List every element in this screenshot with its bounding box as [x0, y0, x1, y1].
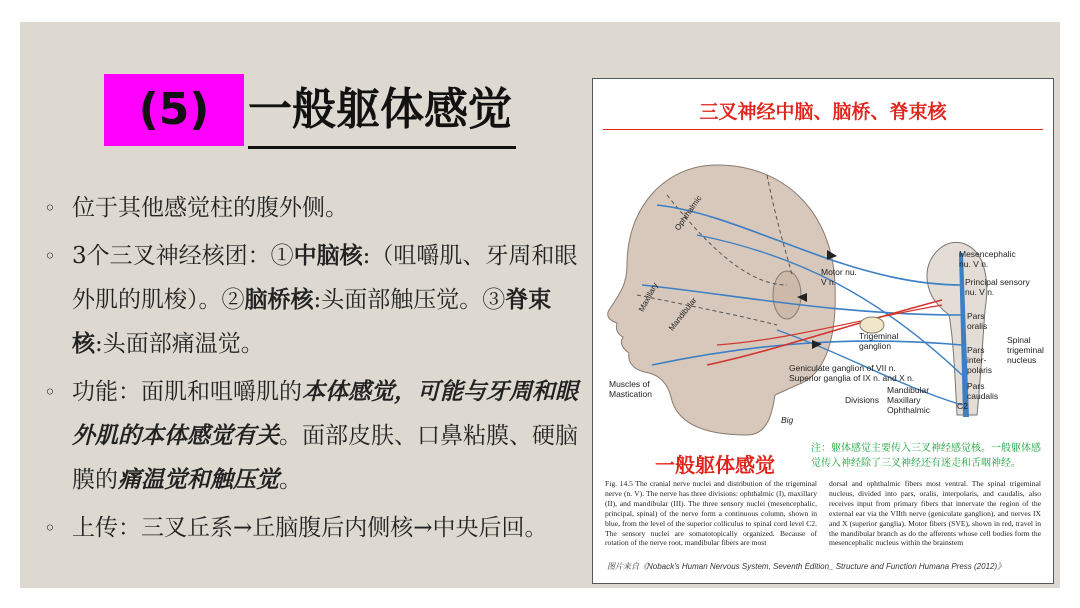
emphasis-proprioception: 本体感觉，可能与牙周和眼外肌的本体感觉有关 [72, 378, 578, 449]
bullet-marker: ◦ [44, 196, 56, 220]
bullet-marker: ◦ [44, 244, 56, 268]
red-overlay-label: 一般躯体感觉 [655, 453, 775, 477]
bullet-text: 上传：三叉丘系→丘脑腹后内侧核→中央后回。 [72, 515, 548, 541]
bullet-text: 。面部皮肤、口鼻粘膜、硬脑膜的 [72, 423, 578, 493]
bullet-text: 功能：面肌和咀嚼肌的 [72, 379, 302, 405]
label-spinal-trigeminal: Spinal trigeminal nucleus [1007, 335, 1044, 365]
figure-source: 图片来自《Noback's Human Nervous System, Seventh Edition_ Structure and Function Humana Press (2012)》 [607, 562, 1006, 571]
label-superior-ganglia: Superior ganglia of IX n. and X n. [789, 373, 915, 383]
ear-shape [773, 271, 801, 319]
bullet-text: :（咀嚼肌、牙周和眼外肌的肌梭）。② [72, 243, 578, 313]
bullet-location [38, 186, 578, 230]
figure-title: 三叉神经中脑、脑桥、脊束核 [699, 101, 947, 123]
label-pars-oralis: Pars oralis [967, 311, 988, 331]
emphasis-pain-touch: 痛温觉和触压觉 [118, 466, 279, 493]
bullet-marker: ◦ [44, 516, 56, 540]
label-geniculate: Geniculate ganglion of VII n. [789, 363, 896, 373]
bullet-function [38, 370, 578, 502]
label-trigeminal-ganglion: Trigeminal ganglion [859, 331, 899, 351]
nucleus-spinal: 脊束核 [72, 286, 552, 357]
bullet-list [38, 186, 578, 554]
label-mesencephalic: Mesencephalic nu. V n. [959, 249, 1016, 269]
green-note: 注：躯体感觉主要传入三叉神经感觉核。一般躯体感觉传入神经除了三叉神经还有迷走和舌咽神经。 [811, 443, 1041, 469]
label-div-ophthalmic: Ophthalmic [887, 405, 930, 415]
bullet-text: 。 [279, 467, 302, 493]
slide [20, 22, 1060, 588]
bullet-nuclei [38, 234, 578, 366]
nucleus-midbrain: 中脑核 [293, 242, 363, 269]
bullet-text: :头面部触压觉。③ [313, 287, 506, 313]
bullet-text: 3个三叉神经核团：① [72, 243, 294, 269]
caption-column-1: Fig. 14.5 The cranial nerve nuclei and distribution of the trigeminal nerve (n. V). The nerve has three divisions: ophthalmic (I), maxillary (II), and mandibular (III). The three sensory nuclei (mesencephalic, principal, spinal) of the nerve form a continuous column, shown in blue, from the level of the superior colliculus to spinal cord level C2. The sensory nuclei are somatotopically organized. Because of rotation of the nerve root, mandibular fibers are most [605, 479, 817, 548]
caption-column-2: dorsal and ophthalmic fibers most ventral. The spinal trigeminal nucleus, divided into pars, oralis, interpolaris, and caudalis, also receives input from primary fibers that innervate the region of the external ear via the VIIth nerve (geniculate ganglion), and nerves IX and X (superior ganglia). Motor fibers (SVE), shown in red, travel in the mandibular branch as do the afferents whose cell bodies form the mesencephalic nucleus within the brainstem [829, 479, 1041, 548]
label-pars-caudalis: Pars caudalis [967, 381, 999, 401]
bullet-pathway [38, 506, 578, 550]
nucleus-pons: 脑桥核 [244, 286, 314, 313]
bullet-text: :头面部痛温觉。 [95, 331, 264, 357]
label-motor-nucleus: Motor nu. V n. [821, 267, 857, 287]
label-pars-interpolaris: Pars inter- polaris [967, 345, 993, 375]
label-principal-sensory: Principal sensory nu. V n. [965, 277, 1030, 297]
bullet-marker: ◦ [44, 380, 56, 404]
label-maxillary: Maxillary [637, 281, 660, 314]
slide-title [104, 74, 584, 146]
label-muscles: Muscles of Mastication [609, 379, 652, 399]
label-c2: C2 [957, 401, 968, 411]
artist-signature: Big [781, 415, 794, 425]
label-div-mandibular: Mandibular [887, 385, 930, 395]
label-div-maxillary: Maxillary [887, 395, 921, 405]
label-divisions: Divisions [845, 395, 880, 405]
figure-title-rule [603, 129, 1043, 130]
title-text: 一般躯体感觉 [248, 74, 516, 149]
bullet-text: 位于其他感觉柱的腹外侧。 [72, 195, 348, 221]
trigeminal-figure [592, 78, 1054, 584]
title-number: (5) [104, 74, 244, 146]
label-mandibular: Mandibular [667, 295, 699, 333]
label-ophthalmic: Ophthalmic [673, 193, 704, 233]
